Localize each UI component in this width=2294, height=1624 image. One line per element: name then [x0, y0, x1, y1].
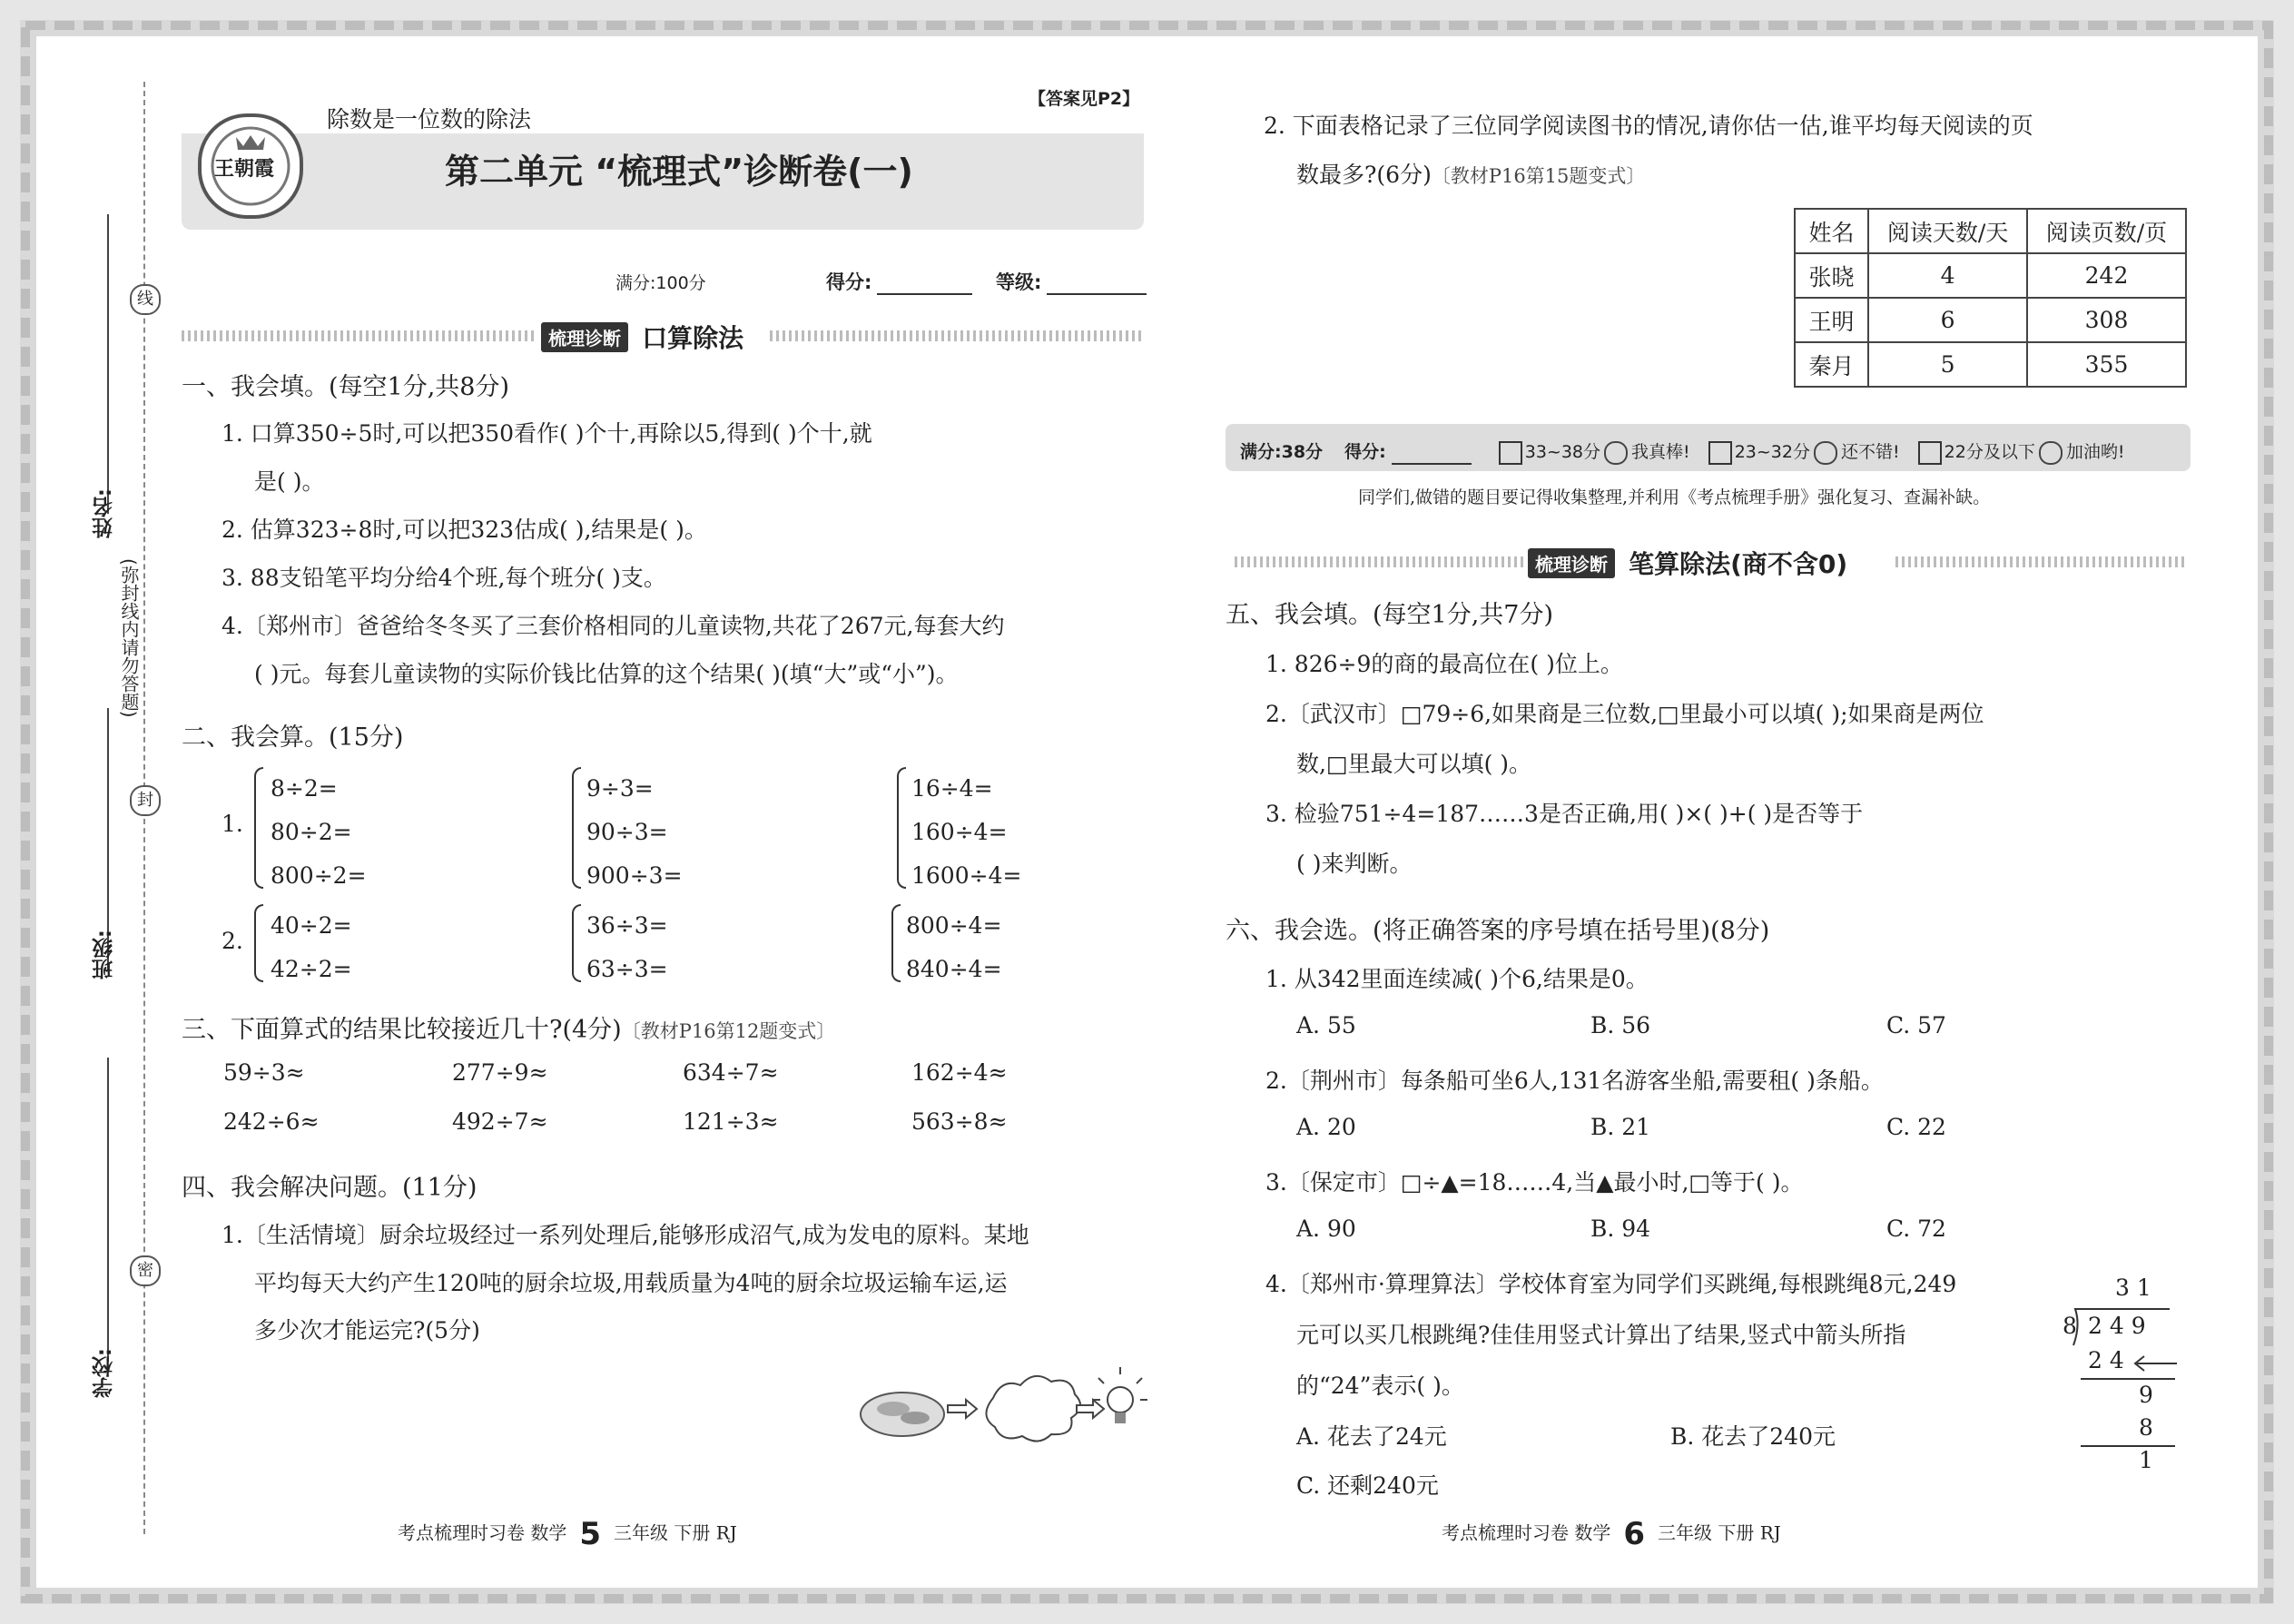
brace: [572, 904, 581, 982]
q6-4-line-c: 的“24”表示( )。: [1296, 1373, 1464, 1399]
long-division-rule: [2081, 1378, 2175, 1380]
long-division: [1155, 1275, 1300, 1474]
table-cell: 5: [1868, 342, 2027, 387]
section-stripes-left: [182, 330, 534, 341]
table-row: [1795, 253, 2186, 298]
q2-group-6: [906, 904, 1002, 991]
q1-4-line-a: 4.〔郑州市〕爸爸给冬冬买了三套价格相同的儿童读物,共花了267元,每套大约: [222, 613, 1005, 639]
q6-1-option[interactable]: A. 55: [1296, 1012, 1356, 1038]
section-title: 口算除法: [642, 323, 744, 353]
q3-item: 162÷4≈: [911, 1059, 1008, 1086]
equation: 90÷3=: [586, 819, 668, 845]
long-division-step: 2 4: [2088, 1347, 2124, 1373]
equation: 800÷4=: [906, 912, 1002, 939]
q5-2-line-a: 2.〔武汉市〕□79÷6,如果商是三位数,□里最小可以填( );如果商是两位: [1265, 701, 1984, 727]
q6-3-option[interactable]: B. 94: [1590, 1216, 1651, 1242]
right-footer: [1442, 1516, 1781, 1552]
equation: 900÷3=: [586, 862, 683, 889]
equation: 36÷3=: [586, 912, 668, 939]
score-bar-blank[interactable]: [1392, 463, 1472, 465]
q3-header-text: 三、下面算式的结果比较接近几十?(4分): [182, 1016, 622, 1044]
q6-2-option[interactable]: B. 21: [1590, 1114, 1651, 1140]
equation: 40÷2=: [271, 912, 352, 939]
class-label: 班级:: [93, 930, 116, 980]
unit-subtitle: 除数是一位数的除法: [327, 106, 532, 133]
q1-1-line-a: 1. 口算350÷5时,可以把350看作( )个十,再除以5,得到( )个十,就: [222, 420, 872, 447]
long-division-quotient: 3 1: [2115, 1275, 2151, 1301]
q4-1-line-b: 平均每天大约产生120吨的厨余垃圾,用载质量为4吨的厨余垃圾运输车运,运: [254, 1270, 1008, 1296]
section-title: 笔算除法(商不含0): [1629, 549, 1848, 579]
checkbox-icon[interactable]: [1918, 441, 1942, 465]
brace: [897, 767, 906, 889]
table-row: [1795, 342, 2186, 387]
q5-header: 五、我会填。(每空1分,共7分): [1226, 601, 1554, 629]
name-label: 姓名:: [93, 488, 116, 539]
q1-2: 2. 估算323÷8时,可以把323估成( ),结果是( )。: [222, 517, 707, 543]
reading-table: [1794, 208, 2187, 388]
q1-3: 3. 88支铅笔平均分给4个班,每个班分( )支。: [222, 565, 666, 591]
brace: [254, 904, 263, 982]
table-header: 阅读天数/天: [1868, 209, 2027, 253]
q6-4-line-a: 4.〔郑州市·算理算法〕学校体育室为同学们买跳绳,每根跳绳8元,249: [1265, 1271, 1957, 1297]
long-division-divisor: 8: [2063, 1313, 2077, 1339]
q2-group-5: [586, 904, 668, 991]
section-tag: 梳理诊断: [1528, 548, 1615, 578]
q6-1-option[interactable]: B. 56: [1590, 1012, 1651, 1038]
q6-1-option[interactable]: C. 57: [1886, 1012, 1946, 1038]
section-tag: 梳理诊断: [541, 322, 628, 352]
answer-reference: 【答案见P2】: [1029, 89, 1140, 109]
equation: 16÷4=: [911, 775, 993, 802]
q1-header: 一、我会填。(每空1分,共8分): [182, 373, 510, 401]
long-division-remainder: 1: [2139, 1447, 2153, 1473]
score-range-1-text: 我真棒!: [1631, 442, 1690, 462]
score-range-2-text: 还不错!: [1840, 442, 1900, 462]
left-footer: [398, 1516, 737, 1552]
brace: [254, 767, 263, 889]
q3-item: 242÷6≈: [223, 1108, 320, 1135]
header-banner-top: [182, 103, 1144, 133]
school-label: 学校:: [93, 1348, 116, 1399]
binding-note: (弥封线内请勿答题): [118, 558, 140, 718]
name-field-line[interactable]: [107, 214, 109, 514]
q3-item: 277÷9≈: [452, 1059, 548, 1086]
equation: 80÷2=: [271, 819, 352, 845]
section-stripes-right: [770, 330, 1144, 341]
logo-text: 王朝霞: [214, 158, 275, 181]
table-cell: 张晓: [1795, 253, 1868, 298]
q3-item: 121÷3≈: [683, 1108, 779, 1135]
smiley-icon: [1814, 441, 1837, 465]
table-cell: 秦月: [1795, 342, 1868, 387]
q5-1: 1. 826÷9的商的最高位在( )位上。: [1265, 651, 1623, 677]
q2-group-1: [271, 767, 367, 898]
brace: [572, 767, 581, 889]
q4-1-line-c: 多少次才能运完?(5分): [254, 1317, 480, 1343]
score-bar-content: [1240, 438, 2124, 465]
long-division-rule: [2081, 1445, 2175, 1447]
table-cell: 242: [2027, 253, 2186, 298]
equation: 8÷2=: [271, 775, 338, 802]
q3-item: 634÷7≈: [683, 1059, 779, 1086]
q3-item: 59÷3≈: [223, 1059, 305, 1086]
long-division-dividend: 2 4 9: [2088, 1313, 2146, 1339]
score-bar-score: 得分:: [1344, 442, 1386, 462]
q6-4-option[interactable]: B. 花去了240元: [1670, 1423, 1836, 1450]
smiley-icon: [1604, 441, 1628, 465]
binding-dense-mark: 密: [130, 1255, 161, 1286]
q1-1-line-b: 是( )。: [254, 468, 325, 495]
page-number: 5: [579, 1516, 602, 1552]
score-blank[interactable]: [877, 293, 972, 295]
q6-3-option[interactable]: C. 72: [1886, 1216, 1946, 1242]
q2-group-4: [271, 904, 352, 991]
equation: 840÷4=: [906, 956, 1002, 982]
smiley-icon: [2039, 441, 2063, 465]
score-range-3: 22分及以下: [1944, 442, 2035, 462]
equation: 800÷2=: [271, 862, 367, 889]
q6-4-line-b: 元可以买几根跳绳?佳佳用竖式计算出了结果,竖式中箭头所指: [1296, 1322, 1906, 1348]
section-stripes-right: [1895, 556, 2188, 567]
q6-2-option[interactable]: A. 20: [1296, 1114, 1356, 1140]
q2-header: 二、我会算。(15分): [182, 723, 404, 752]
score-bar-full: 满分:38分: [1240, 442, 1324, 462]
table-cell: 308: [2027, 298, 2186, 342]
q4-2-source: 〔教材P16第15题变式〕: [1431, 165, 1646, 187]
equation: 160÷4=: [911, 819, 1008, 845]
q2-group-3: [911, 767, 1021, 898]
table-header-row: [1795, 209, 2186, 253]
score-field[interactable]: [826, 268, 972, 295]
q6-3-option[interactable]: A. 90: [1296, 1216, 1356, 1242]
q3-item: 492÷7≈: [452, 1108, 548, 1135]
table-cell: 6: [1868, 298, 2027, 342]
equation: 42÷2=: [271, 956, 352, 982]
q3-header: [182, 1009, 835, 1045]
q4-2-line-b: [1296, 157, 1645, 190]
q6-4-option[interactable]: C. 还剩240元: [1296, 1472, 1439, 1499]
binding-line-mark: 线: [130, 284, 161, 315]
q6-header: 六、我会选。(将正确答案的序号填在括号里)(8分): [1226, 917, 1770, 945]
footer-grade: 三年级 下册 RJ: [614, 1521, 737, 1544]
publisher-logo: [198, 113, 303, 219]
q5-3-line-a: 3. 检验751÷4=187……3是否正确,用( )×( )+( )是否等于: [1265, 801, 1864, 827]
q6-4-option[interactable]: A. 花去了24元: [1296, 1423, 1447, 1450]
page-title: 第二单元 “梳理式”诊断卷(一): [445, 152, 913, 192]
checkbox-icon[interactable]: [1499, 441, 1522, 465]
footer-book: 考点梳理时习卷 数学: [398, 1521, 567, 1544]
footer-grade: 三年级 下册 RJ: [1658, 1521, 1781, 1544]
q6-1: 1. 从342里面连续减( )个6,结果是0。: [1265, 966, 1649, 992]
waste-to-power-illustration: [857, 1362, 1147, 1452]
equation: 1600÷4=: [911, 862, 1022, 889]
table-cell: 王明: [1795, 298, 1868, 342]
table-header: 阅读页数/页: [2027, 209, 2186, 253]
q3-item: 563÷8≈: [911, 1108, 1008, 1135]
brace: [891, 904, 901, 982]
section-header-oral: [541, 319, 743, 355]
school-field-line[interactable]: [107, 1058, 109, 1362]
section-header-written: [1528, 545, 1847, 581]
table-header: 姓名: [1795, 209, 1868, 253]
full-score: 满分:100分: [615, 273, 706, 293]
table-row: [1795, 298, 2186, 342]
grade-label: 等级:: [996, 271, 1042, 293]
score-range-1: 33~38分: [1524, 442, 1601, 462]
footer-book: 考点梳理时习卷 数学: [1442, 1521, 1611, 1544]
q5-3-line-b: ( )来判断。: [1296, 851, 1413, 877]
long-division-step: 9: [2139, 1382, 2153, 1408]
binding-seal-mark: 封: [130, 785, 161, 816]
equation: 63÷3=: [586, 956, 668, 982]
page-number: 6: [1623, 1516, 1646, 1552]
arrow-left-icon: [2132, 1353, 2179, 1374]
grade-field[interactable]: [996, 268, 1147, 295]
q1-4-line-b: ( )元。每套儿童读物的实际价钱比估算的这个结果( )(填“大”或“小”)。: [254, 661, 959, 687]
equation: 9÷3=: [586, 775, 654, 802]
q6-2-option[interactable]: C. 22: [1886, 1114, 1946, 1140]
q4-1-line-a: 1.〔生活情境〕厨余垃圾经过一系列处理后,能够形成沼气,成为发电的原料。某地: [222, 1222, 1029, 1248]
grade-blank[interactable]: [1047, 293, 1147, 295]
q3-source: 〔教材P16第12题变式〕: [621, 1020, 836, 1042]
q4-2-text: 数最多?(6分): [1296, 162, 1432, 188]
checkbox-icon[interactable]: [1708, 441, 1732, 465]
section-stripes-left: [1235, 556, 1525, 567]
table-cell: 355: [2027, 342, 2186, 387]
score-range-3-text: 加油哟!: [2065, 442, 2125, 462]
q6-2: 2.〔荆州市〕每条船可坐6人,131名游客坐船,需要租( )条船。: [1265, 1068, 1884, 1094]
q4-header: 四、我会解决问题。(11分): [182, 1174, 478, 1202]
q5-2-line-b: 数,□里最大可以填( )。: [1296, 751, 1532, 777]
q2-row1-number: 1.: [222, 811, 243, 837]
q2-row2-number: 2.: [222, 928, 243, 954]
long-division-step: 8: [2139, 1414, 2153, 1441]
table-cell: 4: [1868, 253, 2027, 298]
reminder-text: 同学们,做错的题目要记得收集整理,并利用《考点梳理手册》强化复习、查漏补缺。: [1358, 487, 1991, 507]
score-label: 得分:: [826, 271, 872, 293]
q2-group-2: [586, 767, 683, 898]
q6-3: 3.〔保定市〕□÷▲=18……4,当▲最小时,□等于( )。: [1265, 1169, 1804, 1196]
score-range-2: 23~32分: [1734, 442, 1810, 462]
q4-2-line-a: 2. 下面表格记录了三位同学阅读图书的情况,请你估一估,谁平均每天阅读的页: [1264, 113, 2033, 139]
